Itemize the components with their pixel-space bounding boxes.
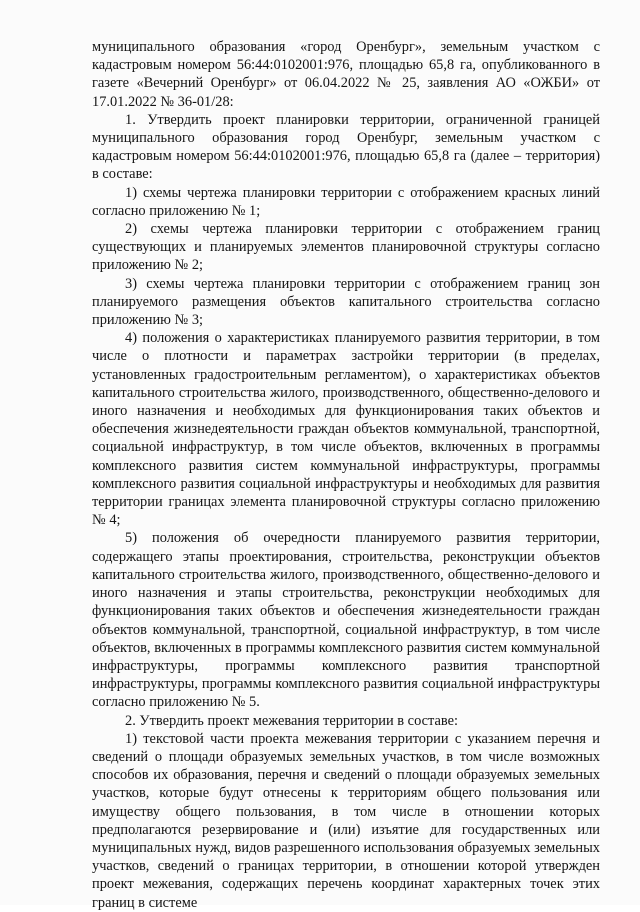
paragraph-item-2-1: 1) текстовой части проекта межевания территории с указанием перечня и сведений о площади образуемых земельных участков, в том числе возможных способов их образования, перечня и сведений о площади образуемых земельных участков, которые будут отнесены к территориям общего пользования или имуществу общего пользования, в том числе в отношении которых предполагаются резервирование и (или) изъятие для государственных или муниципальных нужд, видов разрешенного использования образуемых земельных участков, сведений о границах территории, в отношении которой утвержден проект межевания, содержащих перечень координат характерных точек этих границ в системе bbox=[92, 730, 600, 911]
document-body bbox=[92, 38, 600, 912]
paragraph-item-1-1: 1) схемы чертежа планировки территории с отображением красных линий согласно приложению № 1; bbox=[92, 184, 600, 219]
paragraph-item-1-3: 3) схемы чертежа планировки территории с отображением границ зон планируемого размещения объектов капитального строительства согласно приложению № 3; bbox=[92, 275, 600, 329]
paragraph-item-1-2: 2) схемы чертежа планировки территории с отображением границ существующих и планируемых элементов планировочной структуры согласно приложению № 2; bbox=[92, 221, 600, 274]
paragraph-intro: муниципального образования «город Оренбург», земельным участком с кадастровым номером 56:44:0102001:976, площадью 65,8 га, опубликованного в газете «Вечерний Оренбург» от 06.04.2022 № 25, заявления АО «ОЖБИ» от 17.01.2022 № 36-01/28: bbox=[92, 39, 600, 110]
paragraph-item-1: 1. Утвердить проект планировки территории, ограниченной границей муниципального образования город Оренбург, земельным участком с кадастровым номером 56:44:0102001:976, площадью 65,8 га (далее – территория) в составе: bbox=[92, 111, 600, 183]
paragraph-item-1-5: 5) положения об очередности планируемого развития территории, содержащего этапы проектирования, строительства, реконструкции объектов капитального строительства жилого, производственного, общественно-делового и иного назначения и этапы строительства, реконструкции необходимых для функционирования таких объектов и обеспечения жизнедеятельности граждан объектов коммунальной, транспортной, социальной инфраструктур, в том числе объектов, включенных в программы комплексного развития систем коммунальной инфраструктуры, программы комплексного развития транспортной инфраструктуры, программы комплексного развития социальной инфраструктуры согласно приложению № 5. bbox=[92, 530, 600, 711]
paragraph-item-2: 2. Утвердить проект межевания территории в составе: bbox=[125, 712, 458, 729]
paragraph-item-1-4: 4) положения о характеристиках планируемого развития территории, в том числе о плотности и параметрах застройки территории (в пределах, установленных градостроительным регламентом), о характеристиках объектов капитального строительства жилого, производственного, общественно-делового и иного назначения и необходимых для функционирования таких объектов и обеспечения жизнедеятельности граждан объектов коммунальной, транспортной, социальной инфраструктур, в том числе объектов, включенных в программы комплексного развития систем коммунальной инфраструктуры, программы комплексного развития социальной инфраструктуры и необходимых для развития территории границах элемента планировочной структуры согласно приложению № 4; bbox=[92, 330, 600, 529]
